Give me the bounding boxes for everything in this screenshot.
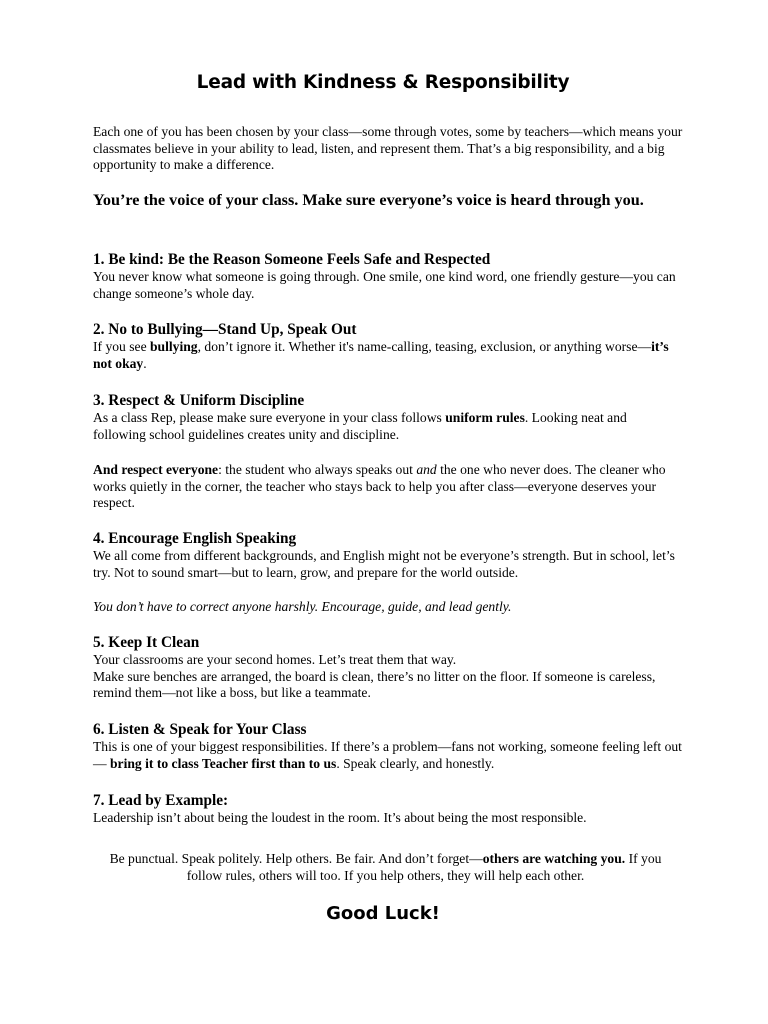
section-3-heading: 3. Respect & Uniform Discipline — [93, 392, 305, 409]
section-5 — [93, 634, 683, 702]
section-4 — [93, 530, 683, 581]
section-2-bold-b: it’s not okay — [93, 339, 669, 371]
section-6-heading: 6. Listen & Speak for Your Class — [93, 721, 307, 738]
document-title: Lead with Kindness & Responsibility — [196, 72, 570, 93]
section-7-heading: 7. Lead by Example: — [93, 792, 229, 809]
section-2-heading: 2. No to Bullying—Stand Up, Speak Out — [93, 321, 357, 338]
section-2 — [93, 321, 683, 372]
section-2-bold-a: bullying — [150, 339, 198, 354]
section-6 — [93, 721, 683, 772]
section-1-name: Be kind — [108, 251, 159, 268]
closing-text-a: Be punctual. Speak politely. Help others. Be fair. And don’t forget— — [109, 851, 483, 866]
section-4-note-text: You don’t have to correct anyone harshly. Encourage, guide, and lead gently. — [93, 599, 512, 614]
intro-text: Each one of you has been chosen by your class—some through votes, some by teachers—which means your classmates believe in your ability to lead, listen, and represent them. That’s a big responsibility, and a big opportunity to make a difference. — [93, 124, 683, 173]
section-3-respect-text-a: : the student who always speaks out — [218, 462, 417, 477]
section-3-bold-a: uniform rules — [445, 410, 525, 425]
section-3-respect-text-b: the one who never does. The cleaner who works quietly in the corner, the teacher who stays back to help you after class—everyone deserves your respect. — [93, 462, 666, 511]
section-1-subtitle: Be the Reason Someone Feels Safe and Respected — [167, 251, 491, 268]
section-3-respect-italic: and — [416, 462, 437, 477]
section-6-text-a: This is one of your biggest responsibilities. If there’s a problem—fans not working, someone feeling left out — — [93, 739, 682, 771]
lead-statement-text: You’re the voice of your class. Make sure everyone’s voice is heard through you. — [93, 191, 644, 209]
sign-off: Good Luck! — [326, 903, 440, 924]
section-7 — [93, 792, 683, 827]
section-3-body — [93, 410, 683, 443]
section-5-line-2: Make sure benches are arranged, the board is clean, there’s no litter on the floor. If someone is careless, remind them—not like a boss, but like a teammate. — [93, 668, 656, 701]
section-4-note — [93, 599, 683, 616]
section-3-text-b: . Looking neat and following school guidelines creates unity and discipline. — [93, 410, 627, 442]
intro-paragraph — [93, 124, 683, 174]
section-1 — [93, 251, 683, 302]
section-3-respect-body — [93, 462, 683, 512]
section-1-heading: 1. Be kind: Be the Reason Someone Feels Safe and Respected — [93, 251, 491, 268]
section-6-text-b: . Speak clearly, and honestly. — [336, 755, 495, 771]
section-4-heading: 4. Encourage English Speaking — [93, 530, 297, 547]
section-5-line-1: Your classrooms are your second homes. Let’s treat them that way. — [93, 652, 457, 667]
section-7-body: Leadership isn’t about being the loudest in the room. It’s about being the most responsible. — [93, 810, 587, 825]
section-6-bold-a: bring it to class Teacher first than to us — [110, 755, 337, 771]
section-3-respect-bold: And respect everyone — [93, 462, 219, 477]
closing-bold: others are watching you. — [482, 851, 626, 866]
section-2-text-c: . — [143, 355, 147, 371]
section-2-body — [93, 339, 683, 372]
closing-text — [98, 851, 673, 884]
section-5-heading: 5. Keep It Clean — [93, 634, 200, 651]
section-4-body: We all come from different backgrounds, and English might not be everyone’s strength. But in school, let’s try. Not to sound smart—but to learn, grow, and prepare for the world outside. — [93, 548, 675, 580]
section-3-text-a: As a class Rep, please make sure everyone in your class follows — [93, 410, 446, 425]
section-1-body: You never know what someone is going through. One smile, one kind word, one friendly gesture—you can change someone’s whole day. — [93, 269, 676, 301]
section-3 — [93, 392, 683, 443]
section-6-body — [93, 739, 683, 772]
section-2-text-a: If you see — [93, 339, 150, 354]
section-2-text-b: , don’t ignore it. Whether it's name-calling, teasing, exclusion, or anything worse— — [197, 339, 652, 354]
closing-text-b: If you follow rules, others will too. If you help others, they will help each other. — [186, 851, 662, 883]
section-3-respect — [93, 462, 683, 512]
closing-paragraph — [98, 851, 673, 884]
lead-statement — [93, 190, 683, 211]
section-1-number: 1. — [93, 251, 105, 268]
